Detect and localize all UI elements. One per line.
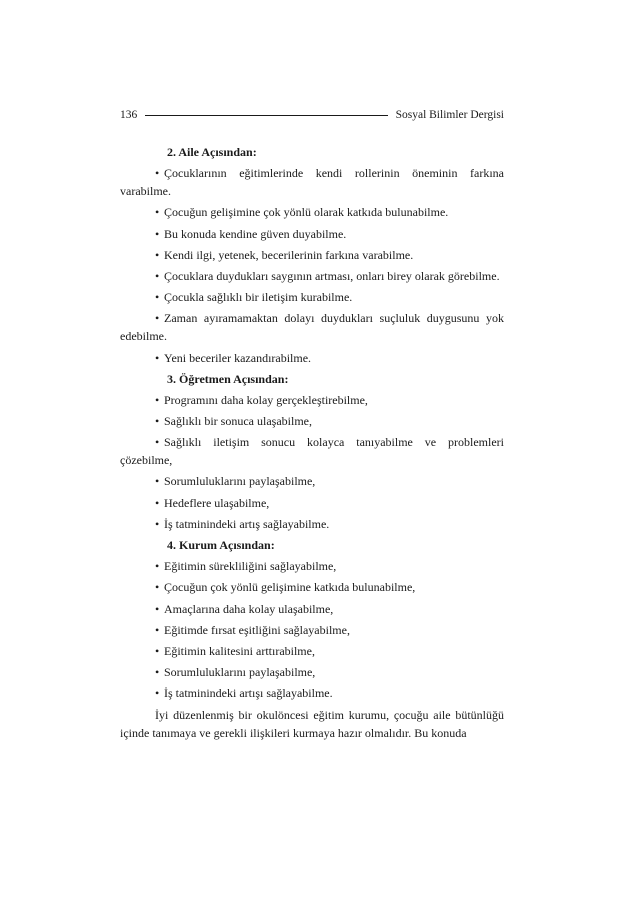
list-item: • Kendi ilgi, yetenek, becerilerinin farkına varabilme. (155, 247, 414, 262)
bullet-icon: • (155, 474, 160, 489)
bullet-icon: • (155, 290, 160, 305)
list-item: • Çocuğun çok yönlü gelişimine katkıda bulunabilme, (155, 580, 416, 595)
list-item: • Yeni beceriler kazandırabilme. (155, 350, 312, 365)
list-item: • Amaçlarına daha kolay ulaşabilme, (155, 601, 334, 616)
bullet-icon: • (155, 580, 160, 595)
list-item: • Çocuğun gelişimine çok yönlü olarak katkıda bulunabilme. (155, 205, 449, 220)
section-heading-kurum: 4. Kurum Açısından: (167, 538, 275, 552)
bullet-icon: • (155, 414, 160, 429)
bullet-icon: • (155, 516, 160, 531)
journal-title: Sosyal Bilimler Dergisi (395, 109, 504, 121)
bullet-icon: • (155, 311, 160, 326)
list-item: • Çocukla sağlıklı bir iletişim kurabilme. (155, 290, 353, 305)
list-item: • Bu konuda kendine güven duyabilme. (155, 226, 347, 241)
section-heading-aile: 2. Aile Açısından: (167, 145, 257, 159)
list-item: • Çocuklara duydukları saygının artması, onları birey olarak görebilme. (155, 268, 500, 283)
bullet-icon: • (155, 622, 160, 637)
list-item: • Eğitimin kalitesini arttırabilme, (155, 643, 315, 658)
list-item: • Zaman ayıramamaktan dolayı duydukları suçluluk duygusunu yok edebilme. (120, 311, 504, 344)
closing-paragraph: İyi düzenlenmiş bir okulöncesi eğitim kurumu, çocuğu aile bütünlüğü içinde tanımaya ve gerekli ilişkileri kurmaya hazır olmalıdır. Bu konuda (120, 707, 504, 740)
page-number: 136 (120, 109, 138, 121)
bullet-icon: • (155, 665, 160, 680)
bullet-icon: • (155, 559, 160, 574)
list-item: • İş tatminindeki artışı sağlayabilme. (155, 686, 333, 701)
list-item: • Sorumluluklarını paylaşabilme, (155, 665, 316, 680)
list-item: • Eğitimin sürekliliğini sağlayabilme, (155, 559, 337, 574)
list-item: • Eğitimde fırsat eşitliğini sağlayabilme, (155, 622, 350, 637)
list-item: • Hedeflere ulaşabilme, (155, 495, 270, 510)
bullet-icon: • (155, 247, 160, 262)
list-item: • İş tatminindeki artış sağlayabilme. (155, 516, 330, 531)
list-item: • Sağlıklı iletişim sonucu kolayca tanıyabilme ve problemleri çözebilme, (120, 435, 504, 468)
list-item: • Sorumluluklarını paylaşabilme, (155, 474, 316, 489)
bullet-icon: • (155, 392, 160, 407)
page-header (120, 107, 504, 123)
section-heading-ogretmen: 3. Öğretmen Açısından: (167, 371, 289, 386)
bullet-icon: • (155, 686, 160, 701)
bullet-icon: • (155, 226, 160, 241)
page-body (120, 143, 504, 742)
bullet-icon: • (155, 495, 160, 510)
bullet-icon: • (155, 205, 160, 220)
list-item: • Programını daha kolay gerçekleştirebilme, (155, 392, 368, 407)
header-rule (145, 115, 387, 116)
bullet-icon: • (155, 166, 160, 181)
bullet-icon: • (155, 601, 160, 616)
list-item: • Sağlıklı bir sonuca ulaşabilme, (155, 414, 312, 429)
bullet-icon: • (155, 268, 160, 283)
bullet-icon: • (155, 350, 160, 365)
bullet-icon: • (155, 435, 160, 450)
bullet-icon: • (155, 643, 160, 658)
list-item: • Çocuklarının eğitimlerinde kendi rollerinin öneminin farkına varabilme. (120, 166, 504, 199)
